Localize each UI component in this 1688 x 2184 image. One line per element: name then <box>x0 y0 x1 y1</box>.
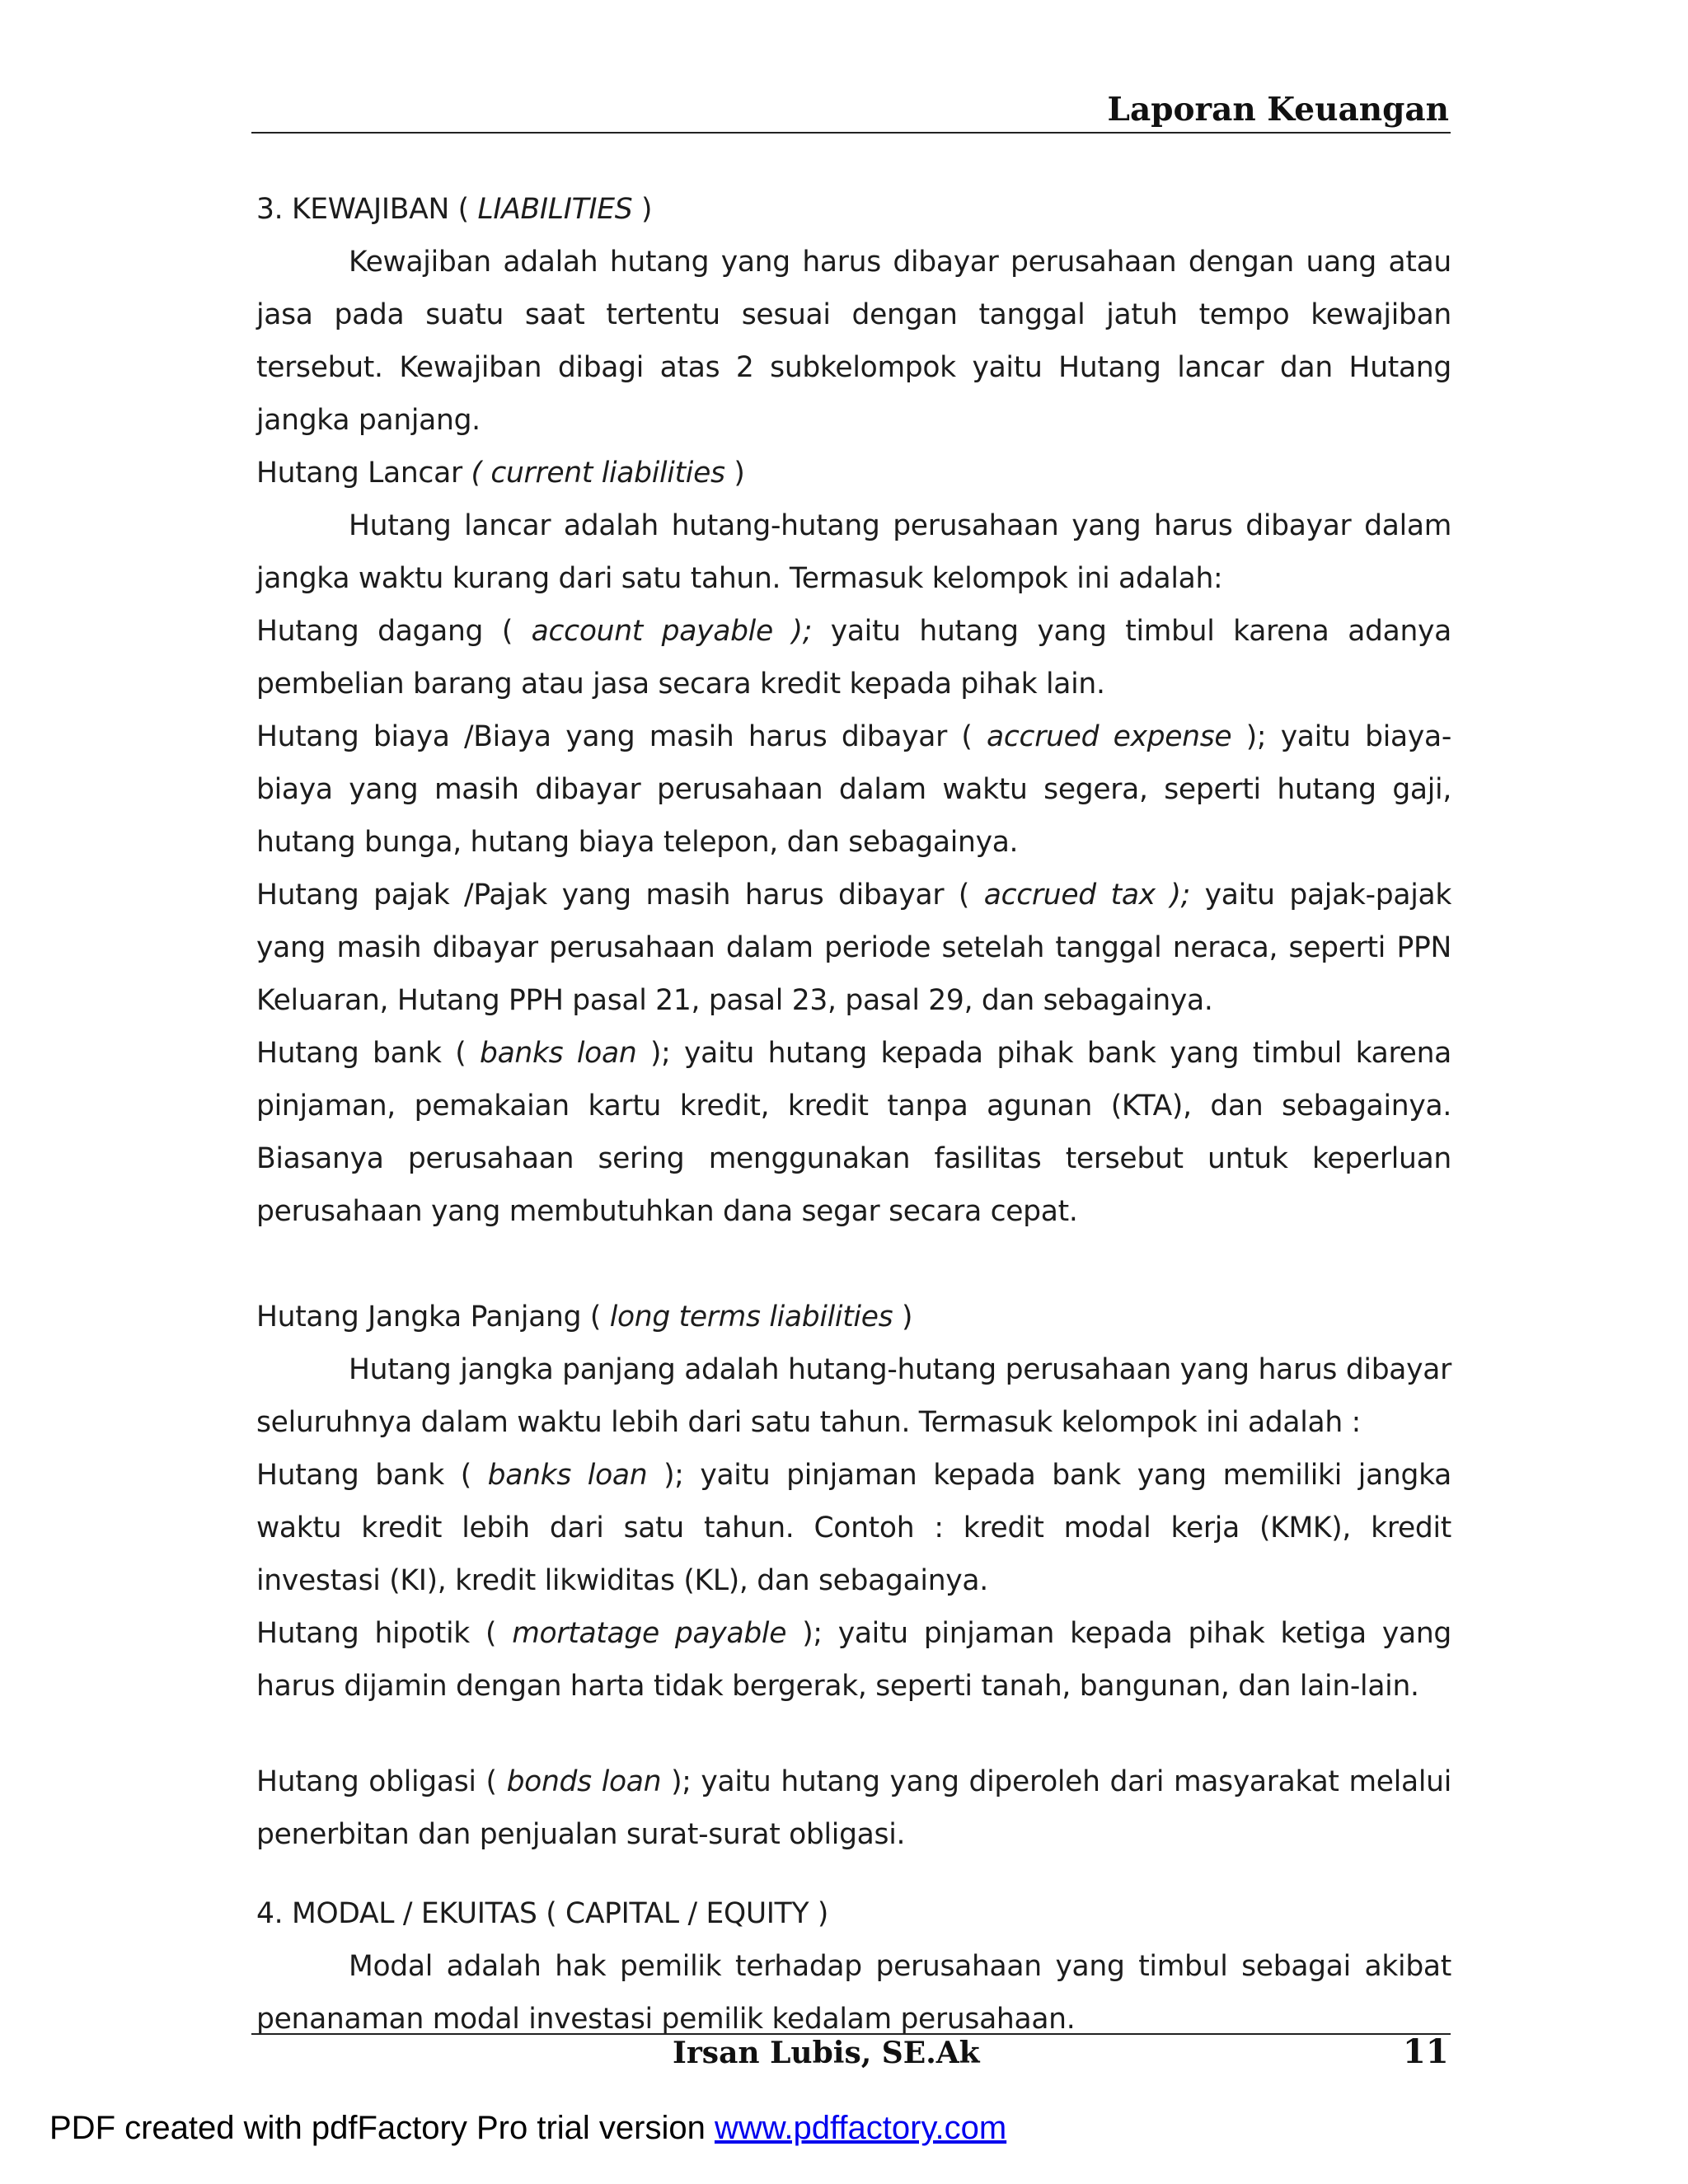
section-3-heading-suffix: ) <box>632 193 653 226</box>
item-label: Hutang pajak /Pajak yang masih harus dibayar ( <box>256 879 984 912</box>
item-label: Hutang hipotik ( <box>256 1617 513 1650</box>
footer-author: Irsan Lubis, SE.Ak <box>673 2036 980 2070</box>
spacer <box>256 1238 1451 1291</box>
current-liabilities-heading-term: ( current liabilities <box>471 457 725 490</box>
item-description: ); yaitu biaya-biaya yang masih dibayar perusahaan dalam waktu segera, seperti hutang gaji, hutang bunga, hutang biaya telepon, dan sebagainya. <box>256 720 1451 859</box>
page-content <box>256 183 1451 2046</box>
item-description: ); yaitu hutang kepada pihak bank yang timbul karena pinjaman, pemakaian kartu kredit, kredit tanpa agunan (KTA), dan sebagainya. Biasanya perusahaan sering menggunakan fasilitas tersebut untuk keperluan perusahaan yang membutuhkan dana segar secara cepat. <box>256 1037 1451 1228</box>
section-3-heading-text: 3. KEWAJIBAN ( <box>256 193 478 226</box>
spacer <box>256 1861 1451 1887</box>
long-term-liabilities-heading <box>256 1291 1451 1343</box>
item-term: banks loan <box>479 1037 637 1070</box>
item-label: Hutang obligasi ( <box>256 1765 507 1798</box>
item-term: banks loan <box>487 1459 648 1492</box>
item-description: ); yaitu pinjaman kepada pihak ketiga yang harus dijamin dengan harta tidak bergerak, seperti tanah, bangunan, dan lain-lain. <box>256 1617 1451 1703</box>
item-description: yaitu pajak-pajak yang masih dibayar perusahaan dalam periode setelah tanggal neraca, seperti PPN Keluaran, Hutang PPH pasal 21, pasal 23, pasal 29, dan sebagainya. <box>256 879 1452 1017</box>
current-liabilities-heading-text: Hutang Lancar <box>256 457 471 490</box>
item-label: Hutang biaya /Biaya yang masih harus dibayar ( <box>256 720 987 753</box>
item-label: Hutang bank ( <box>256 1459 488 1492</box>
liability-item <box>256 1027 1451 1238</box>
item-label: Hutang dagang ( <box>256 615 532 648</box>
section-4-heading: 4. MODAL / EKUITAS ( CAPITAL / EQUITY ) <box>256 1897 829 1930</box>
item-term: bonds loan <box>506 1765 662 1798</box>
section-3-heading-term: LIABILITIES <box>477 193 633 226</box>
page-header-title: Laporan Keuangan <box>1107 91 1449 129</box>
current-liabilities-intro: Hutang lancar adalah hutang-hutang perusahaan yang harus dibayar dalam jangka waktu kurang dari satu tahun. Termasuk kelompok ini adalah: <box>256 509 1451 595</box>
page-number: 11 <box>1403 2032 1449 2071</box>
liability-item <box>256 869 1451 1027</box>
long-term-heading-text: Hutang Jangka Panjang ( <box>256 1301 610 1333</box>
liability-item <box>256 710 1451 869</box>
header-divider <box>251 132 1451 134</box>
footer-divider <box>251 2033 1451 2035</box>
item-description: ); yaitu hutang yang diperoleh dari masyarakat melalui penerbitan dan penjualan surat-surat obligasi. <box>256 1765 1452 1851</box>
spacer <box>256 1713 1451 1755</box>
item-term: mortatage payable <box>512 1617 787 1650</box>
pdf-notice-text: PDF created with pdfFactory Pro trial version <box>49 2110 715 2146</box>
item-label: Hutang bank ( <box>256 1037 480 1070</box>
item-description: yaitu hutang yang timbul karena adanya pembelian barang atau jasa secara kredit kepada pihak lain. <box>256 615 1451 701</box>
section-3-heading <box>256 183 1451 236</box>
section-3-intro: Kewajiban adalah hutang yang harus dibayar perusahaan dengan uang atau jasa pada suatu saat tertentu sesuai dengan tanggal jatuh tempo kewajiban tersebut. Kewajiban dibagi atas 2 subkelompok yaitu Hutang lancar dan Hutang jangka panjang. <box>256 246 1451 437</box>
item-term: accrued tax ); <box>983 879 1190 912</box>
item-term: accrued expense <box>987 720 1232 753</box>
liability-item <box>256 1449 1451 1607</box>
liability-item <box>256 1607 1451 1713</box>
liability-item <box>256 1755 1451 1861</box>
item-term: account payable ); <box>531 615 813 648</box>
liability-item <box>256 605 1451 710</box>
long-term-heading-term: long terms liabilities <box>609 1301 893 1333</box>
section-4-intro: Modal adalah hak pemilik terhadap perusahaan yang timbul sebagai akibat penanaman modal investasi pemilik kedalam perusahaan. <box>256 1950 1451 2036</box>
long-term-heading-suffix: ) <box>893 1301 913 1333</box>
item-description: ); yaitu pinjaman kepada bank yang memiliki jangka waktu kredit lebih dari satu tahun. Contoh : kredit modal kerja (KMK), kredit investasi (KI), kredit likwiditas (KL), dan sebagainya. <box>256 1459 1451 1597</box>
current-liabilities-heading-suffix: ) <box>724 457 745 490</box>
pdf-creator-notice <box>49 2110 1006 2147</box>
pdffactory-link[interactable]: www.pdffactory.com <box>714 2110 1007 2146</box>
current-liabilities-heading <box>256 447 1451 499</box>
long-term-liabilities-intro: Hutang jangka panjang adalah hutang-hutang perusahaan yang harus dibayar seluruhnya dalam waktu lebih dari satu tahun. Termasuk kelompok ini adalah : <box>256 1353 1451 1439</box>
